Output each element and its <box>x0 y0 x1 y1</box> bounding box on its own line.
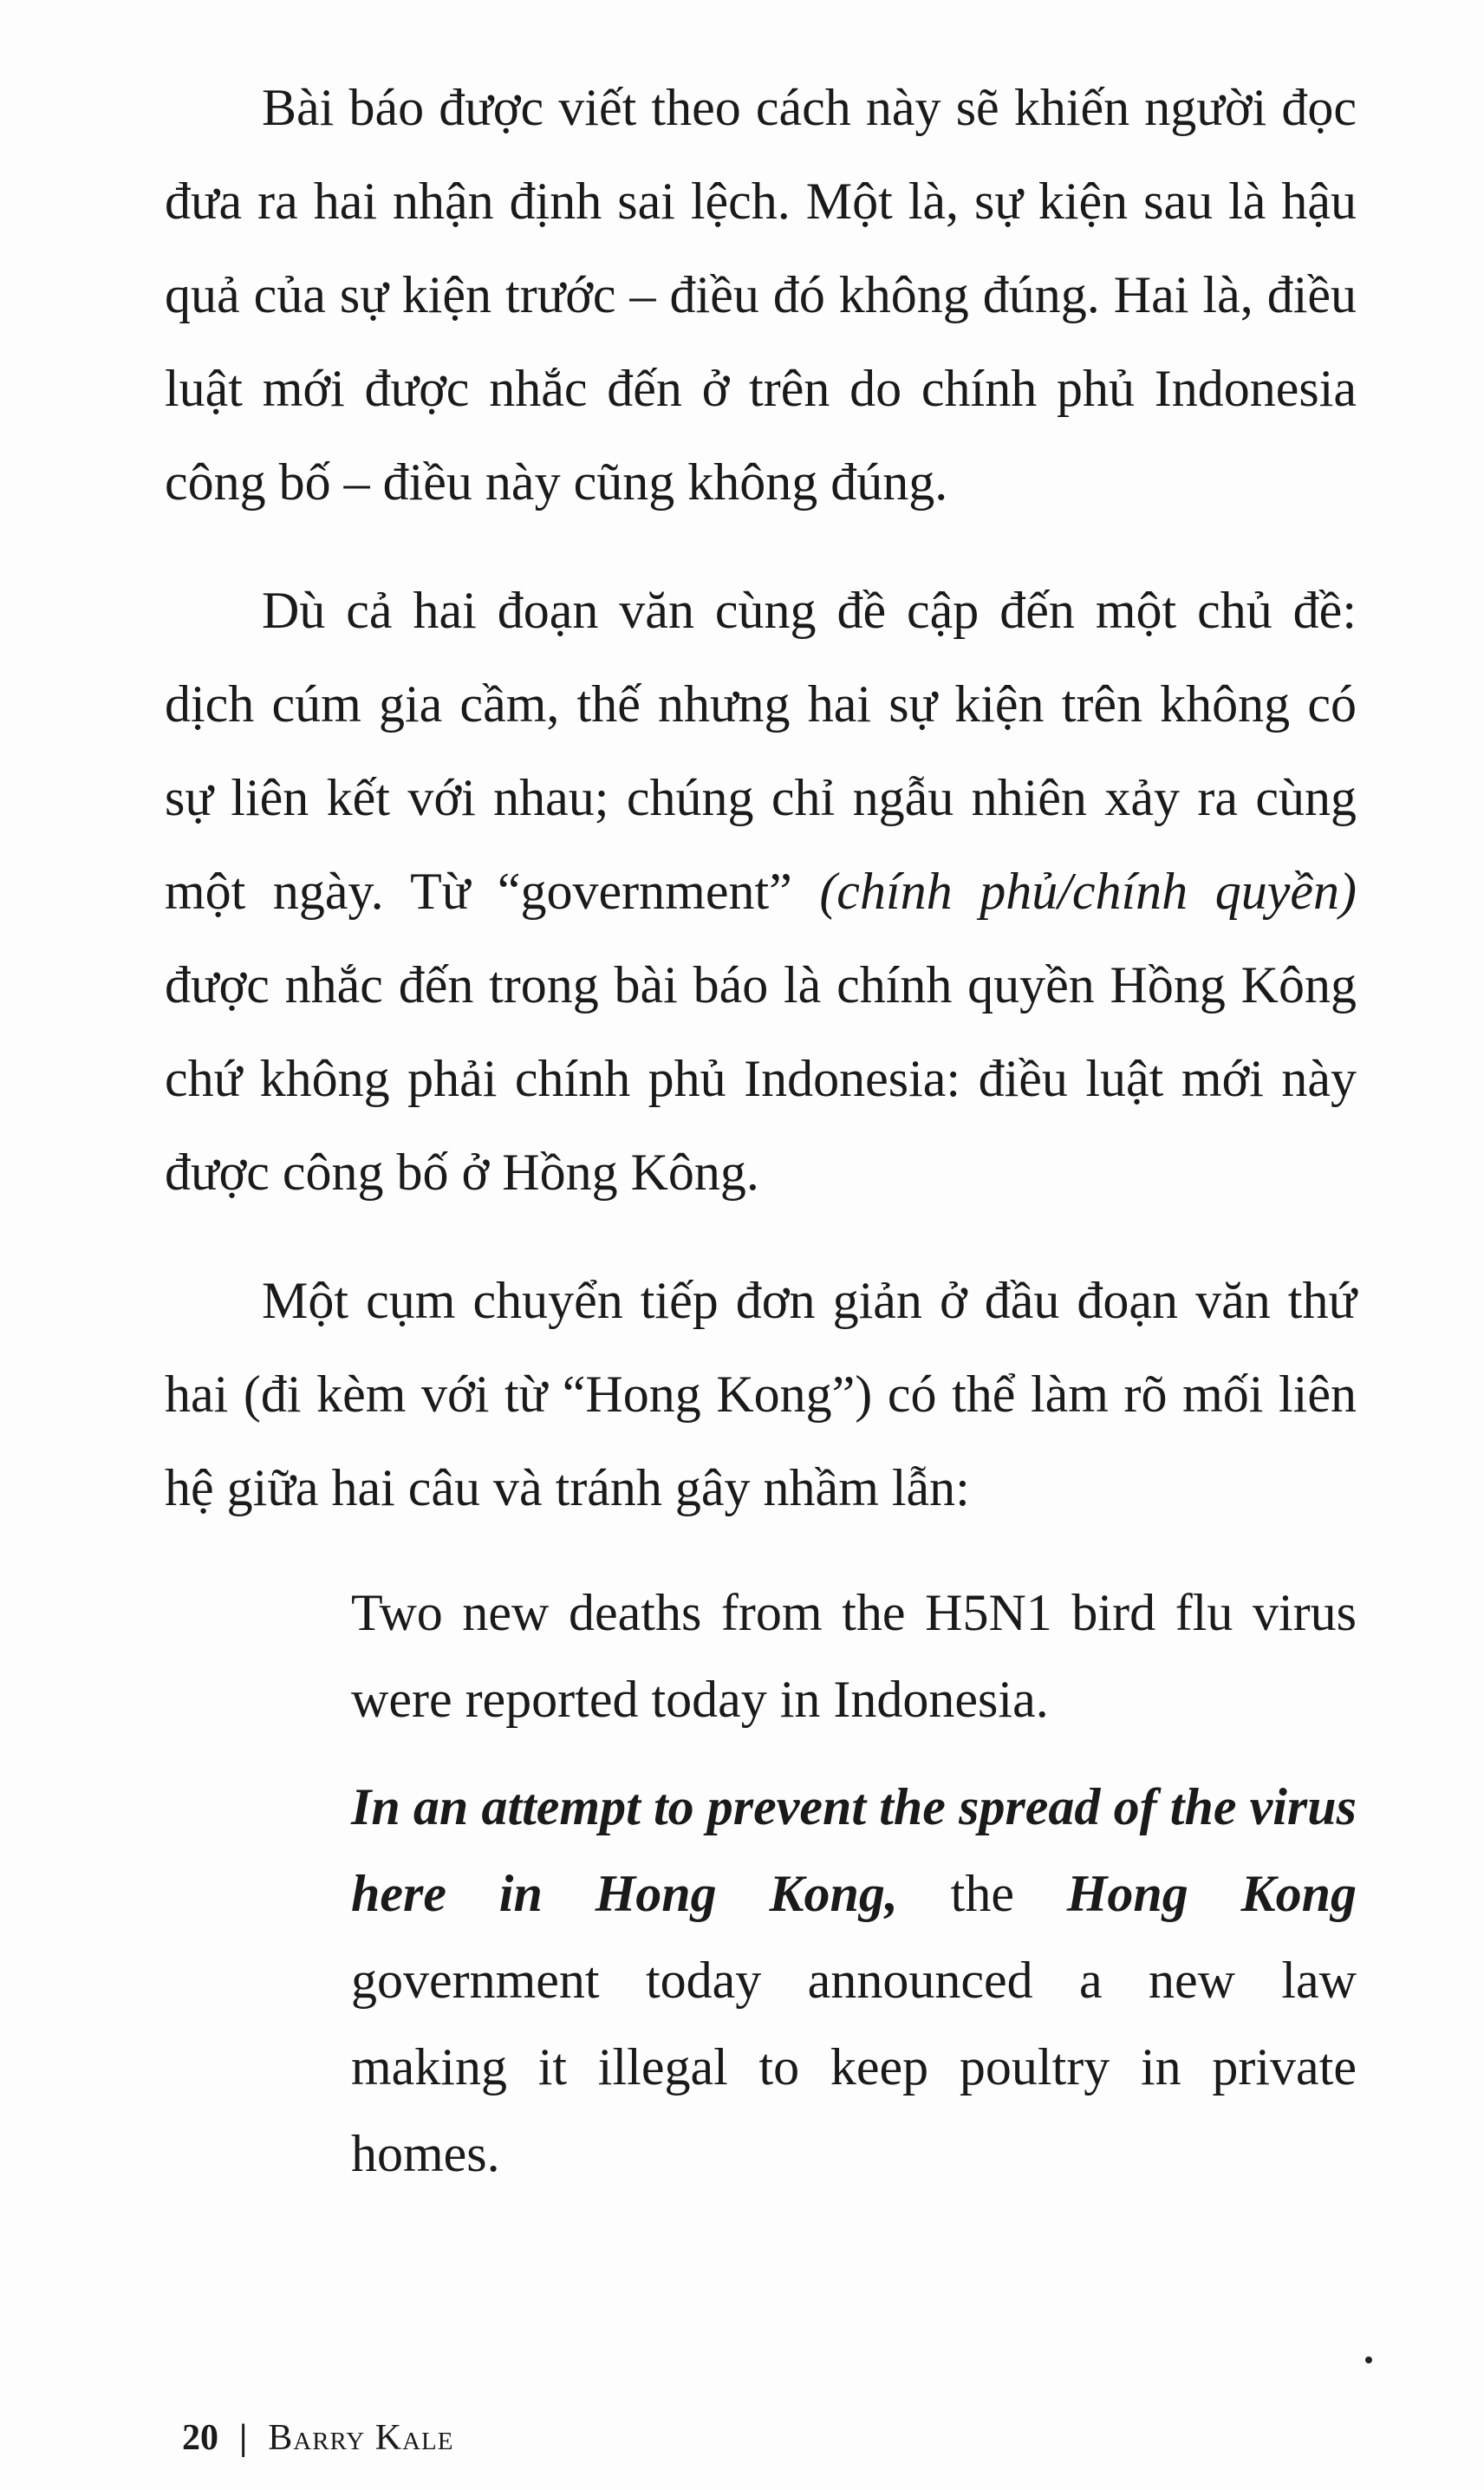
quote-mid-text: the <box>897 1865 1067 1922</box>
page-footer <box>182 2412 453 2464</box>
page-number: 20 <box>182 2418 218 2458</box>
paragraph-2-end: được nhắc đến trong bài báo là chính quyền Hồng Kông chứ không phải chính phủ Indonesia: điều luật mới này được công bố ở Hồng Kông. <box>165 956 1357 1201</box>
paragraph-2 <box>165 564 1357 1219</box>
example-quote <box>351 1569 1357 2197</box>
paragraph-2-start: Dù cả hai đoạn văn cùng đề cập đến một chủ đề: dịch cúm gia cầm, thế nhưng hai sự kiện trên không có sự liên kết với nhau; chúng chỉ ngẫu nhiên xảy ra cùng một ngày. Từ “government” <box>165 582 1357 920</box>
quote-end-text: government today announced a new law making it illegal to keep poultry in private homes. <box>351 1952 1357 2182</box>
quote-sentence-2 <box>351 1763 1357 2197</box>
quote-transition-phrase: In an attempt to prevent the spread of the virus here in Hong Kong, <box>351 1778 1357 1922</box>
quote-sentence-1-text: Two new deaths from the H5N1 bird flu virus were reported today in Indonesia. <box>351 1584 1357 1728</box>
quote-hong-kong-emphasis: Hong Kong <box>1066 1865 1357 1922</box>
print-speck <box>1365 2356 1372 2363</box>
paragraph-2-italic: (chính phủ/chính quyền) <box>819 863 1357 920</box>
paragraph-1-text: Bài báo được viết theo cách này sẽ khiến người đọc đưa ra hai nhận định sai lệch. Một là, sự kiện sau là hậu quả của sự kiện trước – điều đó không đúng. Hai là, điều luật mới được nhắc đến ở trên do chính phủ Indonesia công bố – điều này cũng không đúng. <box>165 79 1357 511</box>
footer-author: Barry Kale <box>268 2418 454 2458</box>
quote-sentence-1 <box>351 1569 1357 1743</box>
paragraph-1 <box>165 61 1357 529</box>
body-text <box>165 61 1357 2218</box>
footer-separator: | <box>239 2418 248 2458</box>
paragraph-3 <box>165 1254 1357 1535</box>
paragraph-3-text: Một cụm chuyển tiếp đơn giản ở đầu đoạn văn thứ hai (đi kèm với từ “Hong Kong”) có thể làm rõ mối liên hệ giữa hai câu và tránh gây nhầm lẫn: <box>165 1272 1357 1516</box>
